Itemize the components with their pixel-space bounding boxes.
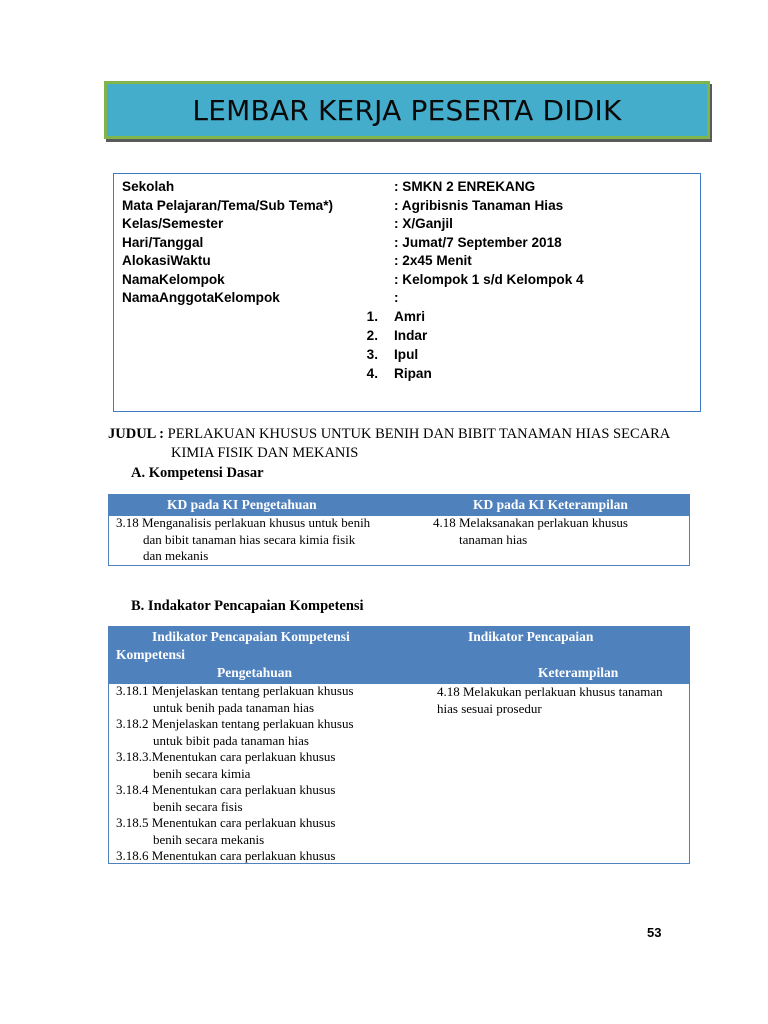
info-value: : Agribisnis Tanaman Hias <box>394 197 564 213</box>
table-cell-line: benih secara mekanis <box>153 831 265 847</box>
column-header: Keterampilan <box>538 665 619 680</box>
table-cell-line: 4.18 Melaksanakan perlakuan khusus <box>433 515 628 530</box>
table-cell-line: 3.18.3.Menentukan cara perlakuan khusus <box>116 749 336 764</box>
info-value: : SMKN 2 ENREKANG <box>394 179 536 194</box>
info-label: NamaKelompok <box>122 271 225 287</box>
member-number: 3. <box>366 347 378 362</box>
table-header <box>109 495 689 516</box>
section-b-heading: B. Indakator Pencapaian Kompetensi <box>131 598 364 614</box>
member-name: Indar <box>394 328 428 343</box>
info-value: : Kelompok 1 s/d Kelompok 4 <box>394 271 584 287</box>
table-header <box>109 627 689 684</box>
table-cell-line: untuk bibit pada tanaman hias <box>153 732 309 748</box>
table-cell-line: 3.18.4 Menentukan cara perlakuan khusus <box>116 782 336 797</box>
judul-line-2: KIMIA FISIK DAN MEKANIS <box>171 445 359 461</box>
info-label: Hari/Tanggal <box>122 234 204 250</box>
table-cell-line: tanaman hias <box>459 531 528 547</box>
member-name: Ripan <box>394 366 432 381</box>
column-header: Indikator Pencapaian <box>468 629 594 644</box>
table-cell-line: 3.18.6 Menentukan cara perlakuan khusus <box>116 848 336 863</box>
table-cell-line: 3.18 Menganalisis perlakuan khusus untuk benih <box>116 515 371 530</box>
member-name: Ipul <box>394 347 419 362</box>
member-number: 4. <box>366 366 378 381</box>
info-label: NamaAnggotaKelompok <box>122 290 280 305</box>
table-cell-line: hias sesuai prosedur <box>437 700 542 716</box>
kompetensi-dasar-table <box>108 494 690 566</box>
table-cell-line: dan mekanis <box>143 548 209 563</box>
info-value: : <box>394 290 399 305</box>
judul-line-1 <box>108 425 670 443</box>
member-number: 1. <box>366 309 378 324</box>
indikator-table <box>108 626 690 864</box>
info-label: Mata Pelajaran/Tema/Sub Tema*) <box>122 197 334 213</box>
table-cell-line: 4.18 Melakukan perlakuan khusus tanaman <box>437 684 663 699</box>
column-header: KD pada KI Pengetahuan <box>167 497 317 512</box>
info-label: Sekolah <box>122 179 175 194</box>
info-value: : Jumat/7 September 2018 <box>394 234 562 250</box>
member-number: 2. <box>366 328 378 343</box>
table-cell-line: 3.18.5 Menentukan cara perlakuan khusus <box>116 815 336 830</box>
info-label: Kelas/Semester <box>122 216 224 231</box>
column-header: KD pada KI Keterampilan <box>473 497 628 512</box>
column-header: Indikator Pencapaian Kompetensi <box>152 629 350 644</box>
column-header: Kompetensi <box>116 647 185 662</box>
table-cell-line: 3.18.2 Menjelaskan tentang perlakuan khusus <box>116 716 354 731</box>
table-cell-line: 3.18.1 Menjelaskan tentang perlakuan khusus <box>116 683 354 698</box>
table-cell-line: dan bibit tanaman hias secara kimia fisik <box>143 531 356 547</box>
judul-text: PERLAKUAN KHUSUS UNTUK BENIH DAN BIBIT TANAMAN HIAS SECARA <box>167 426 671 442</box>
section-a-heading: A. Kompetensi Dasar <box>131 465 264 481</box>
judul-label: JUDUL : <box>108 426 164 442</box>
document-title: LEMBAR KERJA PESERTA DIDIK <box>192 93 622 127</box>
info-box <box>113 173 701 412</box>
page-number: 53 <box>647 925 662 940</box>
table-cell-line: benih secara fisis <box>153 798 243 814</box>
member-name: Amri <box>394 309 425 324</box>
table-cell-line: untuk benih pada tanaman hias <box>153 699 315 715</box>
info-label: AlokasiWaktu <box>122 253 211 268</box>
info-value: : X/Ganjil <box>394 216 453 231</box>
table-cell-line: benih secara kimia <box>153 765 251 781</box>
info-value: : 2x45 Menit <box>394 253 472 268</box>
column-header: Pengetahuan <box>217 665 293 680</box>
title-banner <box>104 81 710 139</box>
